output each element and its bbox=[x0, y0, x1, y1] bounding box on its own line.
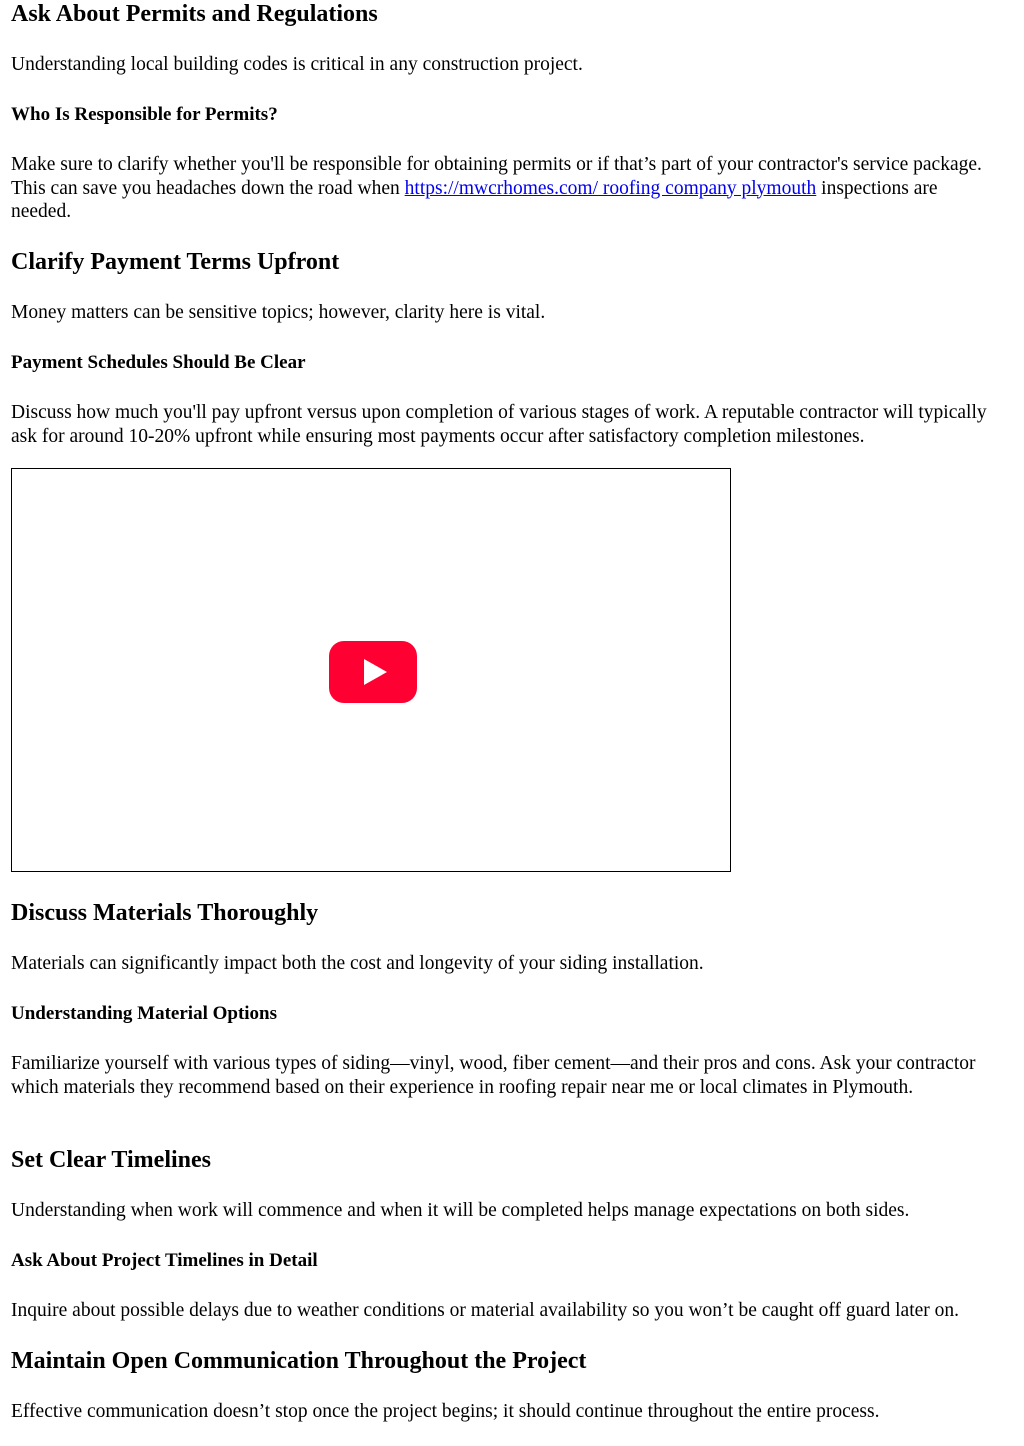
communication-body: Effective communication doesn’t stop once the project begins; it should continue throughout the entire process. bbox=[11, 1401, 880, 1422]
play-icon bbox=[329, 641, 417, 703]
timelines-intro: Understanding when work will commence and when it will be completed helps manage expectations on both sides. bbox=[11, 1200, 910, 1221]
payment-intro: Money matters can be sensitive topics; however, clarity here is vital. bbox=[11, 302, 546, 323]
payment-heading: Clarify Payment Terms Upfront bbox=[11, 249, 340, 275]
timelines-heading: Set Clear Timelines bbox=[11, 1147, 211, 1173]
communication-heading: Maintain Open Communication Throughout the Project bbox=[11, 1348, 587, 1374]
payment-body: Discuss how much you'll pay upfront versus upon completion of various stages of work. A reputable contractor will typically ask for around 10-20% upfront while ensuring most payments occur after satisfactory completion milestones. bbox=[11, 402, 987, 447]
permits-heading: Ask About Permits and Regulations bbox=[11, 1, 378, 27]
materials-subheading: Understanding Material Options bbox=[11, 1003, 278, 1024]
payment-subheading: Payment Schedules Should Be Clear bbox=[11, 352, 306, 373]
roofing-company-link[interactable]: https://mwcrhomes.com/ roofing company plymouth bbox=[404, 177, 817, 199]
materials-body: Familiarize yourself with various types of siding—vinyl, wood, fiber cement—and their pros and cons. Ask your contractor which materials they recommend based on their experience in roofing repair near me or local climates in Plymouth. bbox=[11, 1053, 976, 1098]
materials-intro: Materials can significantly impact both the cost and longevity of your siding installation. bbox=[11, 953, 704, 974]
permits-body-before-link: Make sure to clarify whether you'll be responsible for obtaining permits or if that’s part of your contractor's service package. This can save you headaches down the road when bbox=[11, 154, 982, 199]
permits-body bbox=[11, 153, 1001, 224]
permits-body-after-link: inspections are needed. bbox=[11, 177, 938, 222]
materials-heading: Discuss Materials Thoroughly bbox=[11, 900, 319, 926]
embedded-video[interactable] bbox=[11, 468, 731, 872]
permits-subheading: Who Is Responsible for Permits? bbox=[11, 104, 278, 125]
timelines-subheading: Ask About Project Timelines in Detail bbox=[11, 1250, 318, 1271]
timelines-body: Inquire about possible delays due to weather conditions or material availability so you won’t be caught off guard later on. bbox=[11, 1300, 960, 1321]
permits-intro: Understanding local building codes is critical in any construction project. bbox=[11, 54, 583, 75]
play-button[interactable] bbox=[329, 641, 417, 703]
